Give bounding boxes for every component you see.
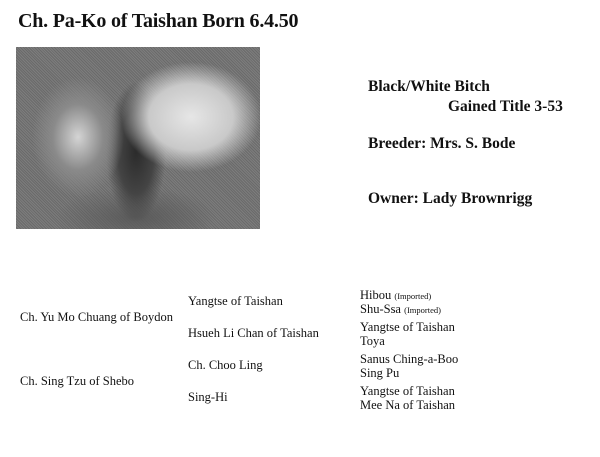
pedigree-ggp-4: Toya [360,334,385,348]
pedigree-sire: Ch. Yu Mo Chuang of Boydon [20,310,174,324]
pedigree-dam-dam: Sing-Hi [188,390,228,404]
pedigree-ggp-8: Mee Na of Taishan [360,398,456,412]
pedigree-sire-dam: Hsueh Li Chan of Taishan [188,326,319,340]
color-sex: Black/White Bitch [368,78,490,95]
dog-photo [16,47,260,229]
pedigree-ggp-3: Yangtse of Taishan [360,320,455,334]
owner: Owner: Lady Brownrigg [368,190,533,207]
breeder: Breeder: Mrs. S. Bode [368,135,516,152]
page-title: Ch. Pa-Ko of Taishan Born 6.4.50 [18,10,299,32]
pedigree-ggp-6: Sing Pu [360,366,400,380]
title-gained: Gained Title 3-53 [448,98,563,115]
pedigree-ggp-7: Yangtse of Taishan [360,384,455,398]
pedigree-ggp-5: Sanus Ching-a-Boo [360,352,459,366]
pedigree-dam-sire: Ch. Choo Ling [188,358,263,372]
pedigree-ggp-1: Hibou (Imported) [360,288,432,302]
pedigree-dam: Ch. Sing Tzu of Shebo [20,374,135,388]
pedigree-sire-sire: Yangtse of Taishan [188,294,283,308]
pedigree-ggp-2: Shu-Ssa (Imported) [360,302,441,316]
